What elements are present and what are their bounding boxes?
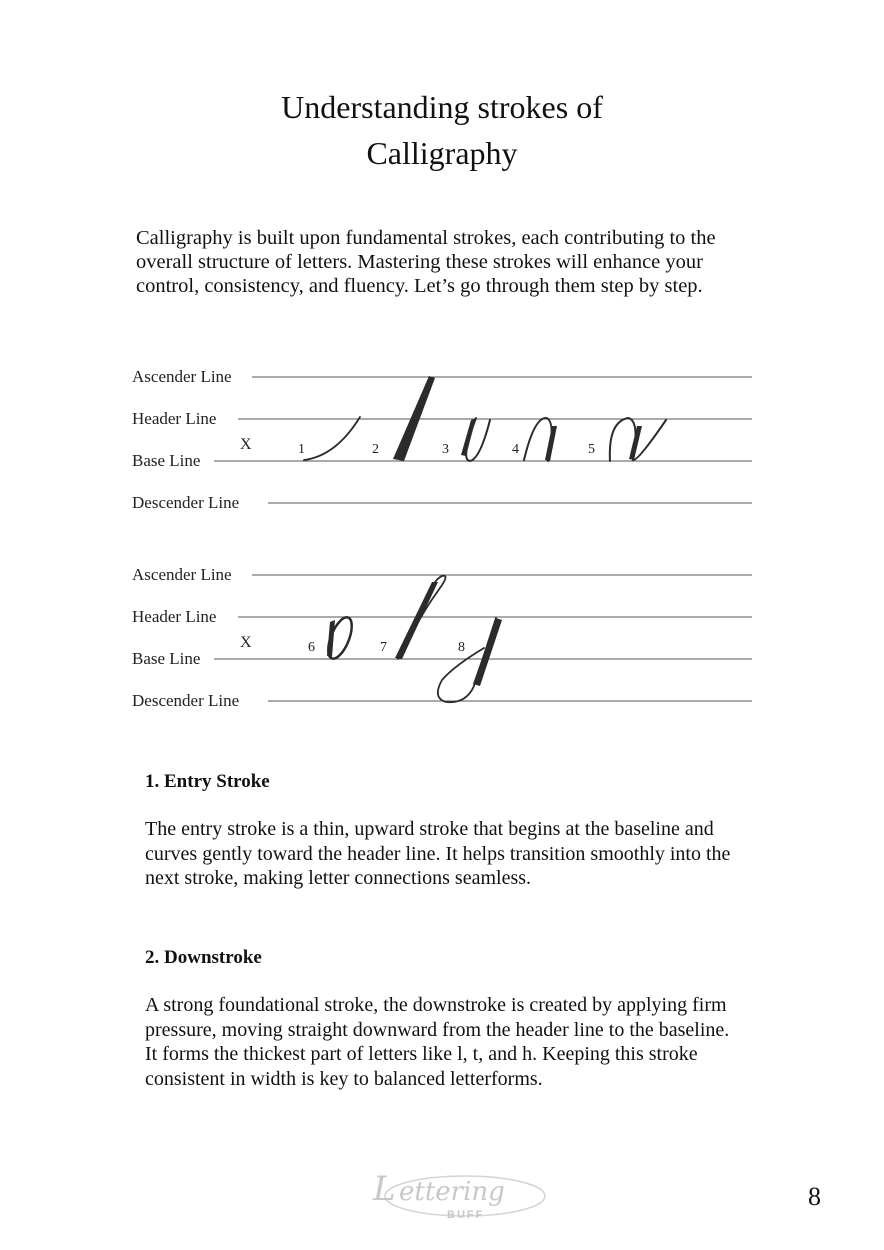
section-entry-stroke <box>145 770 745 891</box>
section-body: A strong foundational stroke, the downstroke is created by applying firm pressure, moving straight downward from the header line to the baseline. It forms the thickest part of letters like l, t, and h. Keeping this stroke consistent in width is key to balanced letterforms. <box>145 994 730 1090</box>
section-body: The entry stroke is a thin, upward stroke that begins at the baseline and curves gently toward the header line. It helps transition smoothly into the next stroke, making letter connections seamless. <box>145 818 731 889</box>
guide-label-base: Base Line <box>132 451 201 470</box>
intro-paragraph: Calligraphy is built upon fundamental strokes, each contributing to the overall structure of letters. Mastering these strokes will enhance your control, consistency, and fluency. Let’s go through them step by step. <box>136 227 716 297</box>
guide-label-ascender: Ascender Line <box>132 367 232 386</box>
page-title-line-1: Understanding strokes of <box>281 89 603 125</box>
guide-label-descender: Descender Line <box>132 691 240 710</box>
section-heading: 2. Downstroke <box>145 947 262 968</box>
guide-label-ascender: Ascender Line <box>132 565 232 584</box>
guide-label-base: Base Line <box>132 649 201 668</box>
svg-text:BUFF: BUFF <box>447 1209 485 1221</box>
x-height-mark: X <box>240 436 252 453</box>
section-heading: 1. Entry Stroke <box>145 771 270 792</box>
guide-label-header: Header Line <box>132 409 217 428</box>
stroke-number-3: 3 <box>442 442 449 457</box>
section-downstroke <box>145 946 745 1091</box>
guide-label-header: Header Line <box>132 607 217 626</box>
stroke-diagram-2 <box>128 558 758 718</box>
page-title <box>0 84 884 176</box>
x-height-mark: X <box>240 634 252 651</box>
guide-label-descender: Descender Line <box>132 493 240 512</box>
lettering-buff-logo <box>355 1158 555 1228</box>
stroke-number-7: 7 <box>380 640 387 655</box>
page-title-line-2: Calligraphy <box>366 135 518 171</box>
svg-text:L: L <box>373 1169 396 1209</box>
svg-text:ettering: ettering <box>399 1177 505 1207</box>
entry-stroke-illustration <box>304 417 360 460</box>
stroke-number-1: 1 <box>298 442 305 457</box>
stroke-diagram-1 <box>128 360 758 520</box>
stroke-number-8: 8 <box>458 640 465 655</box>
stroke-number-2: 2 <box>372 442 379 457</box>
page-number: 8 <box>808 1182 821 1211</box>
stroke-number-4: 4 <box>512 442 519 457</box>
stroke-number-5: 5 <box>588 442 595 457</box>
stroke-number-6: 6 <box>308 640 315 655</box>
